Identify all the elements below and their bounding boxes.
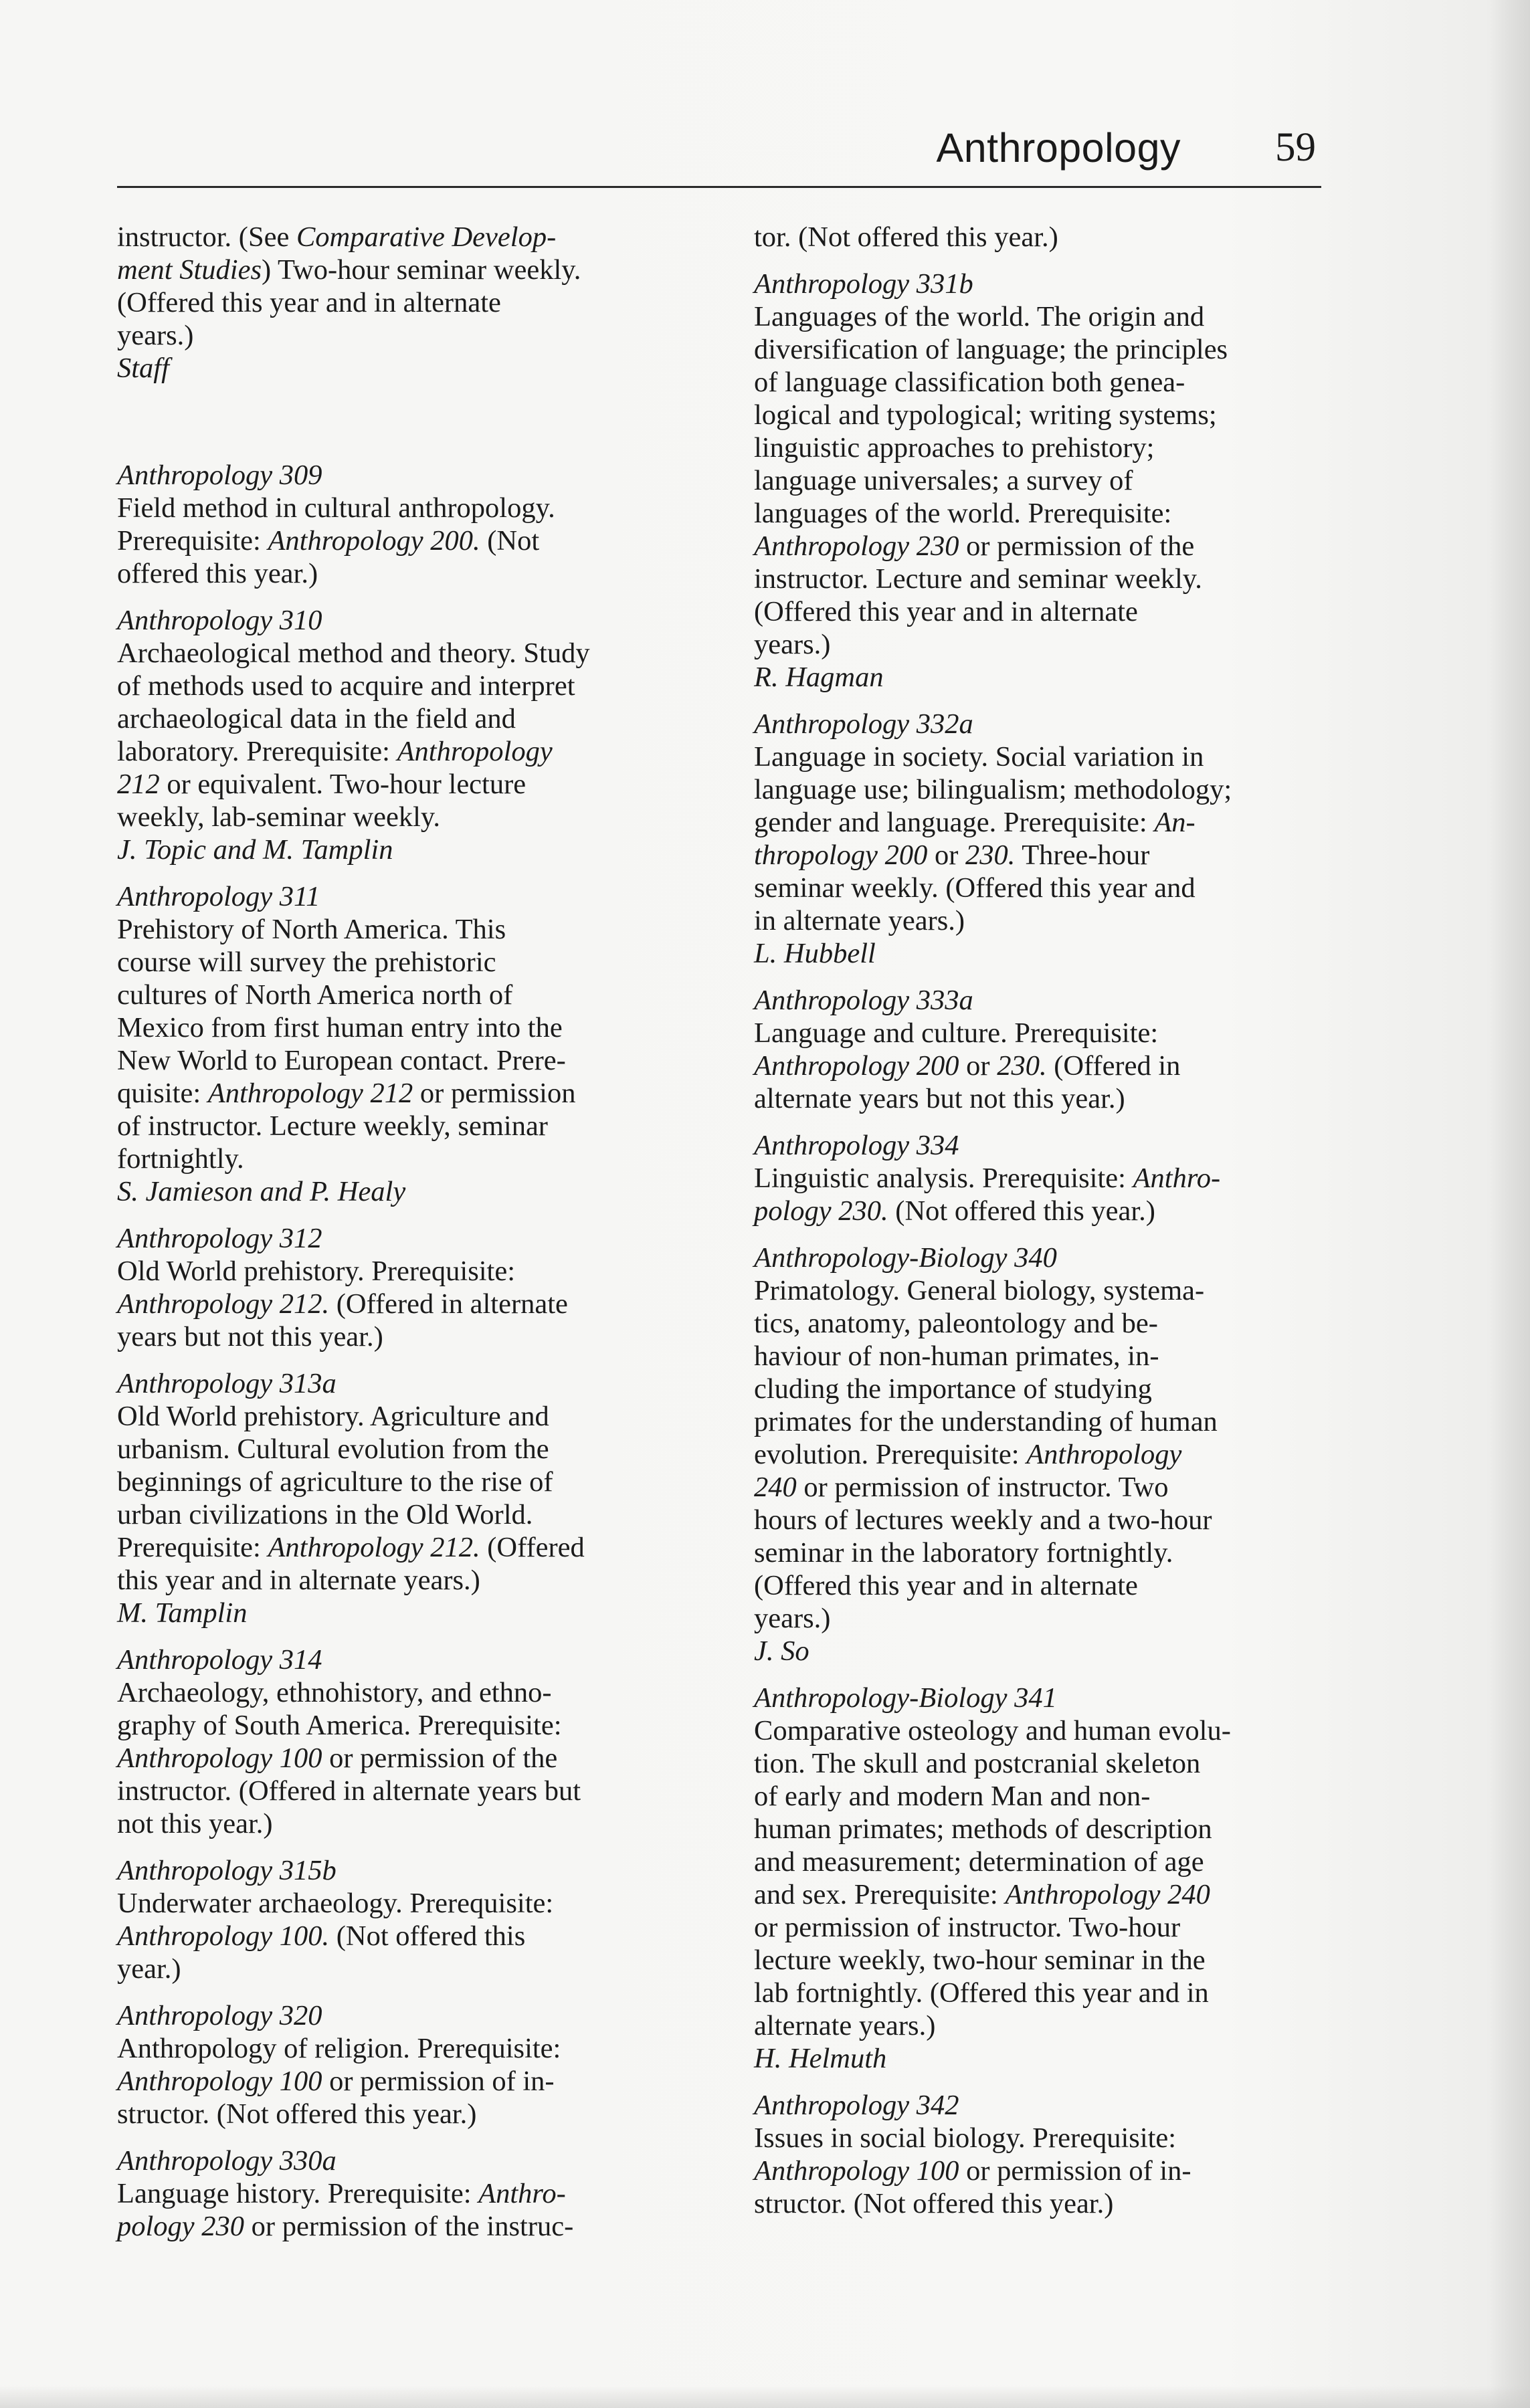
description-line [754, 628, 1329, 661]
italic-text: Comparative Develop- [296, 221, 557, 253]
text-segment: instructor. (Offered in alternate years but [117, 1775, 581, 1807]
course-entry [754, 708, 1329, 970]
course-entry [754, 2089, 1329, 2220]
description-line [754, 221, 1329, 254]
description-line [117, 1676, 719, 1709]
description-line [754, 1714, 1329, 1747]
description-line [754, 530, 1329, 563]
course-entry [754, 1129, 1329, 1227]
text-segment: quisite: [117, 1078, 208, 1109]
text-segment: structor. (Not offered this year.) [117, 2098, 477, 2130]
text-segment: weekly, lab-seminar weekly. [117, 801, 441, 833]
description-line [117, 1320, 719, 1353]
description-line [117, 1433, 719, 1466]
text-segment: New World to European contact. Prere- [117, 1045, 566, 1076]
instructor-name: S. Jamieson and P. Healy [117, 1176, 406, 1207]
description-line [117, 221, 719, 254]
text-segment: Old World prehistory. Prerequisite: [117, 1256, 516, 1287]
description-line [117, 801, 719, 833]
description-line [754, 1536, 1329, 1569]
description-line [117, 1288, 719, 1320]
text-segment: or permission [413, 1078, 576, 1109]
section-gap [117, 399, 719, 459]
course-entry [117, 1854, 719, 1985]
description-line [117, 979, 719, 1011]
italic-text: Anthropology 100 [754, 2155, 959, 2187]
description-line [117, 1807, 719, 1840]
description-line [117, 637, 719, 670]
description-line [754, 1049, 1329, 1082]
course-entry [117, 604, 719, 866]
description-line [754, 1878, 1329, 1911]
course-entry [117, 459, 719, 590]
text-segment: of methods used to acquire and interpret [117, 670, 575, 702]
description-line [117, 702, 719, 735]
description-line [117, 1887, 719, 1920]
text-segment: Field method in cultural anthropology. [117, 492, 555, 524]
description-line [754, 2154, 1329, 2187]
text-segment: Underwater archaeology. Prerequisite: [117, 1888, 554, 1919]
text-segment: cluding the importance of studying [754, 1373, 1152, 1405]
text-segment: lab fortnightly. (Offered this year and in [754, 1977, 1209, 2009]
course-title: Anthropology 311 [117, 881, 320, 912]
course-entry [117, 1367, 719, 1629]
course-entry [117, 880, 719, 1208]
text-segment: linguistic approaches to prehistory; [754, 432, 1155, 464]
text-segment: offered this year.) [117, 558, 318, 589]
description-line [754, 1602, 1329, 1635]
text-segment: Language history. Prerequisite: [117, 2178, 479, 2209]
italic-text: thropology 200 [754, 839, 928, 871]
text-segment: tics, anatomy, paleontology and be- [754, 1308, 1158, 1339]
text-segment: (Offered in [1046, 1050, 1181, 1082]
instructor-name: M. Tamplin [117, 1597, 248, 1629]
description-line [117, 319, 719, 352]
description-line [117, 1400, 719, 1433]
description-line [754, 872, 1329, 904]
text-segment: Primatology. General biology, systema- [754, 1275, 1205, 1306]
text-segment: this year and in alternate years.) [117, 1565, 480, 1596]
text-segment: (Offered [480, 1532, 585, 1563]
description-line [754, 1195, 1329, 1227]
description-line [754, 431, 1329, 464]
italic-text: Anthropology 212. [117, 1288, 330, 1320]
text-segment: or [927, 839, 965, 871]
text-segment: gender and language. Prerequisite: [754, 807, 1155, 838]
description-line [117, 557, 719, 590]
description-line [117, 2098, 719, 2130]
text-segment: human primates; methods of description [754, 1813, 1212, 1845]
course-title: Anthropology 330a [117, 2145, 337, 2177]
description-line [754, 740, 1329, 773]
text-segment: Comparative osteology and human evolu- [754, 1715, 1231, 1746]
description-line [754, 1274, 1329, 1307]
italic-text: An- [1154, 807, 1196, 838]
description-line [117, 1742, 719, 1775]
text-segment: years.) [754, 629, 831, 660]
description-line [117, 946, 719, 979]
course-title: Anthropology 309 [117, 460, 322, 491]
text-segment: instructor. (See [117, 221, 296, 253]
text-segment: hours of lectures weekly and a two-hour [754, 1504, 1212, 1536]
description-line [754, 1845, 1329, 1878]
description-line [754, 595, 1329, 628]
description-line [754, 1373, 1329, 1405]
course-title: Anthropology 342 [754, 2090, 959, 2121]
italic-text: Anthropology 230 [754, 530, 959, 562]
page-number: 59 [1275, 125, 1316, 170]
text-segment: or permission of the [959, 530, 1195, 562]
italic-text: 240 [754, 1472, 797, 1503]
description-line [754, 1911, 1329, 1944]
course-entry [754, 1241, 1329, 1668]
text-segment: language use; bilingualism; methodology; [754, 774, 1232, 805]
left-column [117, 221, 719, 2257]
italic-text: Anthro- [1133, 1163, 1221, 1194]
text-segment: (Offered this year and in alternate [754, 1570, 1138, 1601]
instructor-name: H. Helmuth [754, 2043, 887, 2074]
description-line [754, 1340, 1329, 1373]
text-segment: in alternate years.) [754, 905, 965, 936]
description-line [117, 2032, 719, 2065]
text-segment: Archaeology, ethnohistory, and ethno- [117, 1677, 552, 1708]
italic-text: pology 230 [117, 2211, 245, 2242]
text-segment: of early and modern Man and non- [754, 1781, 1151, 1812]
description-line [754, 1082, 1329, 1115]
description-line [754, 1162, 1329, 1195]
text-segment: archaeological data in the field and [117, 703, 516, 734]
text-segment: (Not offered this year.) [888, 1195, 1155, 1227]
course-entry [754, 1682, 1329, 2075]
text-segment: (Not [480, 525, 540, 557]
text-segment: years.) [754, 1603, 831, 1634]
text-segment: Mexico from first human entry into the [117, 1012, 563, 1043]
text-segment: or equivalent. Two-hour lecture [159, 769, 527, 800]
italic-text: Anthropology 100. [117, 1920, 330, 1952]
description-line [754, 839, 1329, 872]
description-line [754, 1780, 1329, 1813]
description-line [117, 1077, 719, 1110]
description-line [117, 1498, 719, 1531]
description-line [754, 1405, 1329, 1438]
text-segment: Issues in social biology. Prerequisite: [754, 2122, 1177, 2154]
text-segment: Language and culture. Prerequisite: [754, 1017, 1159, 1049]
italic-text: Anthropology 100 [117, 1742, 322, 1774]
description-line [117, 1110, 719, 1142]
text-segment: Prerequisite: [117, 1532, 268, 1563]
text-segment: beginnings of agriculture to the rise of [117, 1466, 553, 1498]
text-segment: haviour of non-human primates, in- [754, 1340, 1159, 1372]
description-line [117, 286, 719, 319]
text-segment: (Not offered this [329, 1920, 526, 1952]
text-segment: instructor. Lecture and seminar weekly. [754, 563, 1202, 595]
text-segment: Archaeological method and theory. Study [117, 637, 590, 669]
text-segment: Linguistic analysis. Prerequisite: [754, 1163, 1133, 1194]
italic-text: Anthropology [1026, 1439, 1182, 1470]
instructor-name: J. So [754, 1635, 809, 1667]
text-segment: Anthropology of religion. Prerequisite: [117, 2033, 561, 2064]
text-segment: and measurement; determination of age [754, 1846, 1204, 1878]
description-line [117, 768, 719, 801]
description-line [117, 1044, 719, 1077]
description-line [754, 366, 1329, 399]
description-line [117, 1142, 719, 1175]
course-entry [754, 221, 1329, 254]
italic-text: 212 [117, 769, 160, 800]
description-line [117, 2065, 719, 2098]
text-segment: Old World prehistory. Agriculture and [117, 1401, 549, 1432]
italic-text: Anthropology 212 [207, 1078, 413, 1109]
text-segment: course will survey the prehistoric [117, 946, 496, 978]
description-line [117, 913, 719, 946]
description-line [117, 1775, 719, 1807]
course-entry [117, 2144, 719, 2243]
description-line [117, 1952, 719, 1985]
course-title: Anthropology 334 [754, 1130, 959, 1161]
course-title: Anthropology 332a [754, 708, 973, 740]
description-line [754, 300, 1329, 333]
text-segment: evolution. Prerequisite: [754, 1439, 1027, 1470]
course-entry [117, 221, 719, 385]
description-line [117, 670, 719, 702]
description-line [754, 806, 1329, 839]
course-entry [117, 1999, 719, 2130]
text-segment: or [959, 1050, 997, 1082]
instructor-name: J. Topic and M. Tamplin [117, 834, 393, 866]
description-line [117, 1466, 719, 1498]
text-segment: Three-hour [1015, 839, 1150, 871]
text-segment: Prehistory of North America. This [117, 914, 506, 945]
text-segment: and sex. Prerequisite: [754, 1879, 1006, 1910]
text-segment: years.) [117, 320, 194, 351]
description-line [754, 1813, 1329, 1845]
text-segment: or permission of in- [322, 2066, 555, 2097]
description-line [117, 1531, 719, 1564]
text-segment: urban civilizations in the Old World. [117, 1499, 533, 1530]
text-segment: seminar weekly. (Offered this year and [754, 872, 1196, 904]
description-line [754, 1977, 1329, 2009]
course-title: Anthropology 310 [117, 605, 322, 636]
description-line [117, 2210, 719, 2243]
instructor-name: R. Hagman [754, 662, 884, 693]
description-line [117, 1255, 719, 1288]
description-line [754, 1307, 1329, 1340]
italic-text: Anthropology 200. [268, 525, 480, 557]
description-line [754, 2009, 1329, 2042]
description-line [754, 2122, 1329, 2154]
text-segment: of language classification both genea- [754, 367, 1185, 398]
text-segment: language universales; a survey of [754, 465, 1133, 496]
text-segment: year.) [117, 1953, 181, 1985]
description-line [754, 1471, 1329, 1504]
instructor-name: L. Hubbell [754, 938, 876, 969]
instructor-name: Staff [117, 353, 169, 384]
course-title: Anthropology 320 [117, 2000, 322, 2031]
text-segment: (Offered in alternate [329, 1288, 568, 1320]
description-line [754, 2187, 1329, 2220]
text-segment: seminar in the laboratory fortnightly. [754, 1537, 1173, 1569]
text-segment: not this year.) [117, 1808, 273, 1839]
description-line [117, 1564, 719, 1597]
running-header [117, 119, 1321, 188]
description-line [754, 1569, 1329, 1602]
description-line [117, 1011, 719, 1044]
text-segment: (Offered this year and in alternate [754, 596, 1138, 627]
italic-text: Anthropology [397, 736, 553, 767]
text-segment: logical and typological; writing systems; [754, 399, 1217, 431]
text-segment: or permission of instructor. Two-hour [754, 1912, 1181, 1943]
course-title: Anthropology 312 [117, 1223, 322, 1254]
text-segment: or permission of the instruc- [244, 2211, 574, 2242]
text-segment: years but not this year.) [117, 1321, 383, 1352]
course-title: Anthropology-Biology 340 [754, 1242, 1057, 1274]
description-line [754, 1944, 1329, 1977]
text-segment: cultures of North America north of [117, 979, 513, 1011]
text-segment: Prerequisite: [117, 525, 268, 557]
course-entry [117, 1643, 719, 1840]
text-segment: of instructor. Lecture weekly, seminar [117, 1110, 548, 1142]
description-line [754, 773, 1329, 806]
description-line [117, 1709, 719, 1742]
text-segment: fortnightly. [117, 1143, 244, 1175]
description-line [754, 1017, 1329, 1049]
description-line [754, 1438, 1329, 1471]
course-title: Anthropology-Biology 341 [754, 1682, 1057, 1714]
italic-text: 230. [997, 1050, 1047, 1082]
italic-text: Anthropology 212. [268, 1532, 480, 1563]
description-line [754, 464, 1329, 497]
course-title: Anthropology 314 [117, 1644, 322, 1676]
italic-text: Anthropology 240 [1005, 1879, 1210, 1910]
course-title: Anthropology 333a [754, 985, 973, 1016]
text-segment: primates for the understanding of human [754, 1406, 1218, 1437]
text-segment: tor. (Not offered this year.) [754, 221, 1058, 253]
text-segment: ) Two-hour seminar weekly. [262, 254, 581, 286]
text-segment: (Offered this year and in alternate [117, 287, 501, 318]
course-entry [754, 984, 1329, 1115]
text-segment: graphy of South America. Prerequisite: [117, 1710, 562, 1741]
description-line [754, 1747, 1329, 1780]
text-segment: Language in society. Social variation in [754, 741, 1204, 773]
description-line [754, 904, 1329, 937]
course-title: Anthropology 313a [117, 1368, 337, 1399]
italic-text: ment Studies [117, 254, 262, 286]
text-segment: urbanism. Cultural evolution from the [117, 1433, 549, 1465]
course-title: Anthropology 315b [117, 1855, 337, 1886]
italic-text: Anthropology 200 [754, 1050, 959, 1082]
text-segment: tion. The skull and postcranial skeleton [754, 1748, 1201, 1779]
text-segment: or permission of in- [959, 2155, 1191, 2187]
italic-text: 230. [965, 839, 1016, 871]
text-segment: diversification of language; the principles [754, 334, 1228, 365]
description-line [117, 1920, 719, 1952]
course-entry [117, 1222, 719, 1353]
page-edge-shadow [1490, 0, 1530, 2408]
description-line [117, 524, 719, 557]
description-line [117, 492, 719, 524]
right-column [754, 221, 1329, 2234]
text-segment: structor. (Not offered this year.) [754, 2188, 1114, 2219]
page-bottom-edge [0, 2385, 1530, 2408]
text-segment: Languages of the world. The origin and [754, 301, 1205, 332]
course-title: Anthropology 331b [754, 268, 973, 300]
text-segment: alternate years but not this year.) [754, 1083, 1125, 1114]
description-line [117, 254, 719, 286]
description-line [754, 563, 1329, 595]
description-line [754, 399, 1329, 431]
italic-text: pology 230. [754, 1195, 888, 1227]
text-segment: laboratory. Prerequisite: [117, 736, 397, 767]
description-line [754, 333, 1329, 366]
description-line [754, 1504, 1329, 1536]
header-title: Anthropology [936, 125, 1181, 171]
italic-text: Anthropology 100 [117, 2066, 322, 2097]
description-line [754, 497, 1329, 530]
text-segment: lecture weekly, two-hour seminar in the [754, 1944, 1206, 1976]
text-segment: or permission of instructor. Two [796, 1472, 1169, 1503]
description-line [117, 735, 719, 768]
text-segment: alternate years.) [754, 2010, 936, 2041]
text-segment: languages of the world. Prerequisite: [754, 498, 1172, 529]
course-entry [754, 268, 1329, 694]
description-line [117, 2177, 719, 2210]
italic-text: Anthro- [478, 2178, 566, 2209]
text-segment: or permission of the [322, 1742, 558, 1774]
